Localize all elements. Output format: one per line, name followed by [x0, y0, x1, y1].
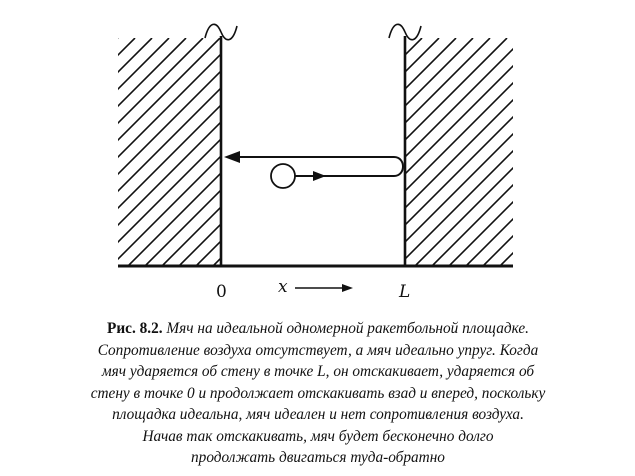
right-wall-hatch-line	[194, 38, 422, 266]
wall-L-label: L	[399, 282, 411, 302]
right-wall-hatch-line	[398, 38, 626, 266]
leftward-arrowhead	[224, 151, 240, 163]
right-wall-hatch-line	[500, 38, 635, 266]
right-wall-hatch-line	[228, 38, 456, 266]
right-wall-hatch-line	[347, 38, 575, 266]
right-wall-hatch-line	[534, 38, 635, 266]
left-wall-hatch-line	[400, 38, 628, 266]
rightward-arrowhead	[313, 171, 326, 181]
left-wall-hatching	[0, 38, 635, 266]
figure-caption	[18, 318, 618, 469]
ball	[271, 164, 295, 188]
right-wall-hatch-line	[245, 38, 473, 266]
right-wall-hatch-line	[313, 38, 541, 266]
left-wall-hatch-line	[162, 38, 390, 266]
right-wall-hatch-line	[466, 38, 635, 266]
left-wall-hatch-line	[128, 38, 356, 266]
right-wall-hatch-line	[432, 38, 635, 266]
left-wall-hatch-line	[264, 38, 492, 266]
right-wall-hatch-line	[517, 38, 635, 266]
caption-line-3: мяч ударяется об стену в точке L, он отскакивает, ударяется об	[101, 363, 535, 380]
return-trajectory-line	[236, 157, 403, 176]
left-wall-hatch-line	[281, 38, 509, 266]
left-wall-hatch-line	[94, 38, 322, 266]
left-wall-hatch-line	[298, 38, 526, 266]
left-wall-hatch-line	[60, 38, 288, 266]
left-wall-hatch-line	[213, 38, 441, 266]
left-wall-hatch-line	[434, 38, 635, 266]
caption-line-4: стену в точке 0 и продолжает отскакивать взад и вперед, поскольку	[90, 384, 546, 402]
caption-figure-number: Рис. 8.2.	[107, 320, 163, 337]
x-axis-label: x	[278, 277, 288, 297]
right-wall-hatch-line	[364, 38, 592, 266]
left-wall-hatch-line	[145, 38, 373, 266]
right-wall-hatch-line	[296, 38, 524, 266]
right-wall-hatch-line	[568, 38, 635, 266]
left-wall-hatch-line	[43, 38, 271, 266]
right-wall-hatch-line	[381, 38, 609, 266]
right-wall-hatch-line	[551, 38, 635, 266]
left-wall-hatch-line	[366, 38, 594, 266]
left-wall-hatch-line	[247, 38, 475, 266]
right-wall-hatch-line	[602, 38, 635, 266]
left-wall-hatch-line	[0, 38, 118, 266]
left-wall-hatch-line	[332, 38, 560, 266]
caption-line-1	[18, 318, 618, 340]
left-wall-hatch-line	[0, 38, 169, 266]
caption-line-2: Сопротивление воздуха отсутствует, а мяч идеально упруг. Когда	[97, 341, 539, 359]
right-wall-hatch-line	[279, 38, 507, 266]
x-axis-arrowhead	[342, 284, 353, 292]
origin-label: 0	[216, 282, 227, 302]
right-wall-hatch-line	[619, 38, 635, 266]
left-wall-hatch-line	[383, 38, 611, 266]
right-wall-hatch-line	[585, 38, 635, 266]
left-wall-hatch-line	[349, 38, 577, 266]
left-wall-hatch-line	[0, 38, 203, 266]
caption-line-5: площадка идеальна, мяч идеален и нет сопротивления воздуха.	[112, 406, 524, 423]
left-wall-hatch-line	[0, 38, 135, 266]
left-wall-hatch-line	[315, 38, 543, 266]
caption-line-6: Начав так отскакивать, мяч будет бесконечно долго	[142, 427, 494, 445]
right-wall-hatch-line	[177, 38, 405, 266]
left-wall-hatch-line	[9, 38, 237, 266]
right-wall-hatch-line	[415, 38, 635, 266]
left-wall-hatch-line	[230, 38, 458, 266]
caption-line-text: Мяч на идеальной одномерной ракетбольной площадке.	[166, 320, 529, 337]
right-wall-hatch-line	[330, 38, 558, 266]
left-wall-hatch-line	[196, 38, 424, 266]
left-wall-hatch-line	[179, 38, 407, 266]
left-wall-hatch-line	[77, 38, 305, 266]
right-wall-hatch-line	[262, 38, 490, 266]
left-wall-hatch-line	[0, 38, 220, 266]
caption-line-7: продолжать двигаться туда-обратно	[191, 449, 445, 466]
left-wall-hatch-line	[111, 38, 339, 266]
